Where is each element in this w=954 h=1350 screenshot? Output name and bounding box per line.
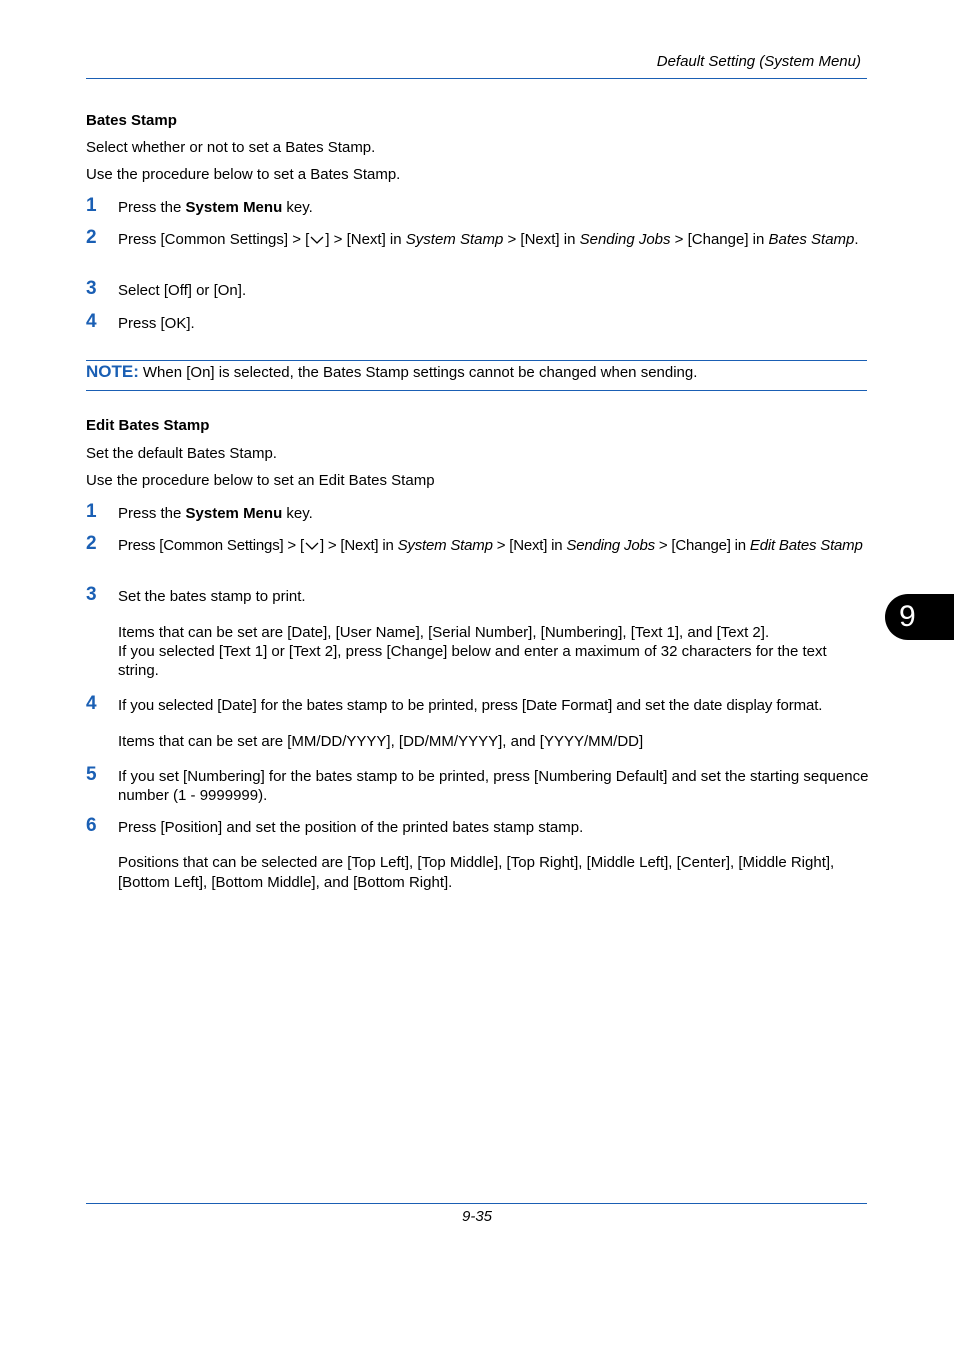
step-number: 3 <box>86 584 97 605</box>
chevron-down-icon <box>304 541 320 551</box>
note-bottom-rule <box>86 390 867 391</box>
section1-intro-2: Use the procedure below to set a Bates Stamp. <box>86 166 401 183</box>
step-number: 3 <box>86 278 97 299</box>
step-detail: If you selected [Text 1] or [Text 2], press [Change] below and enter a maximum of 32 characters for the text string. <box>118 643 827 679</box>
header-rule <box>86 78 867 79</box>
step-number: 2 <box>86 533 97 554</box>
step-number: 1 <box>86 501 97 522</box>
step-text: Press [Common Settings] > [ ] > [Next] in System Stamp > [Next] in Sending Jobs > [Change] in Edit Bates Stamp <box>118 537 863 554</box>
step-text: Select [Off] or [On]. <box>118 282 247 299</box>
step-text: Set the bates stamp to print. <box>118 588 306 605</box>
section-heading-edit-bates-stamp: Edit Bates Stamp <box>86 417 210 434</box>
step-text: Press [Common Settings] > [ ] > [Next] in System Stamp > [Next] in Sending Jobs > [Change] in Bates Stamp. <box>118 231 859 248</box>
section2-intro-2: Use the procedure below to set an Edit Bates Stamp <box>86 472 435 489</box>
note-box <box>86 362 867 382</box>
step-detail: Positions that can be selected are [Top Left], [Top Middle], [Top Right], [Middle Left], [Center], [Middle Right], [Bottom Left], [Bottom Middle], and [Bottom Right]. <box>118 854 835 891</box>
section-heading-bates-stamp: Bates Stamp <box>86 112 177 129</box>
step-detail: Items that can be set are [MM/DD/YYYY], [DD/MM/YYYY], and [YYYY/MM/DD] <box>118 733 644 750</box>
step-text: Press the System Menu key. <box>118 199 313 216</box>
running-header: Default Setting (System Menu) <box>656 53 861 70</box>
step-number: 5 <box>86 764 97 785</box>
step-text: If you set [Numbering] for the bates stamp to be printed, press [Numbering Default] and set the starting sequence number (1 - 9999999). <box>118 768 869 804</box>
step-number: 6 <box>86 815 97 836</box>
note-text: When [On] is selected, the Bates Stamp settings cannot be changed when sending. <box>142 364 698 381</box>
step-detail: Items that can be set are [Date], [User Name], [Serial Number], [Numbering], [Text 1], and [Text 2]. <box>118 624 770 641</box>
chapter-tab: 9 <box>885 594 954 640</box>
note-top-rule <box>86 360 867 361</box>
step-text: Press [OK]. <box>118 315 195 332</box>
step-number: 4 <box>86 693 97 714</box>
step-number: 2 <box>86 227 97 248</box>
page-number: 9-35 <box>461 1208 493 1225</box>
footer-rule <box>86 1203 867 1204</box>
note-label: NOTE: <box>86 362 139 381</box>
section2-intro-1: Set the default Bates Stamp. <box>86 445 277 462</box>
step-text: If you selected [Date] for the bates stamp to be printed, press [Date Format] and set the date display format. <box>118 697 823 714</box>
section1-intro-1: Select whether or not to set a Bates Stamp. <box>86 139 376 156</box>
step-number: 1 <box>86 195 97 216</box>
chevron-down-icon <box>309 235 325 245</box>
step-text: Press [Position] and set the position of the printed bates stamp stamp. <box>118 819 584 836</box>
step-number: 4 <box>86 311 97 332</box>
step-text: Press the System Menu key. <box>118 505 313 522</box>
